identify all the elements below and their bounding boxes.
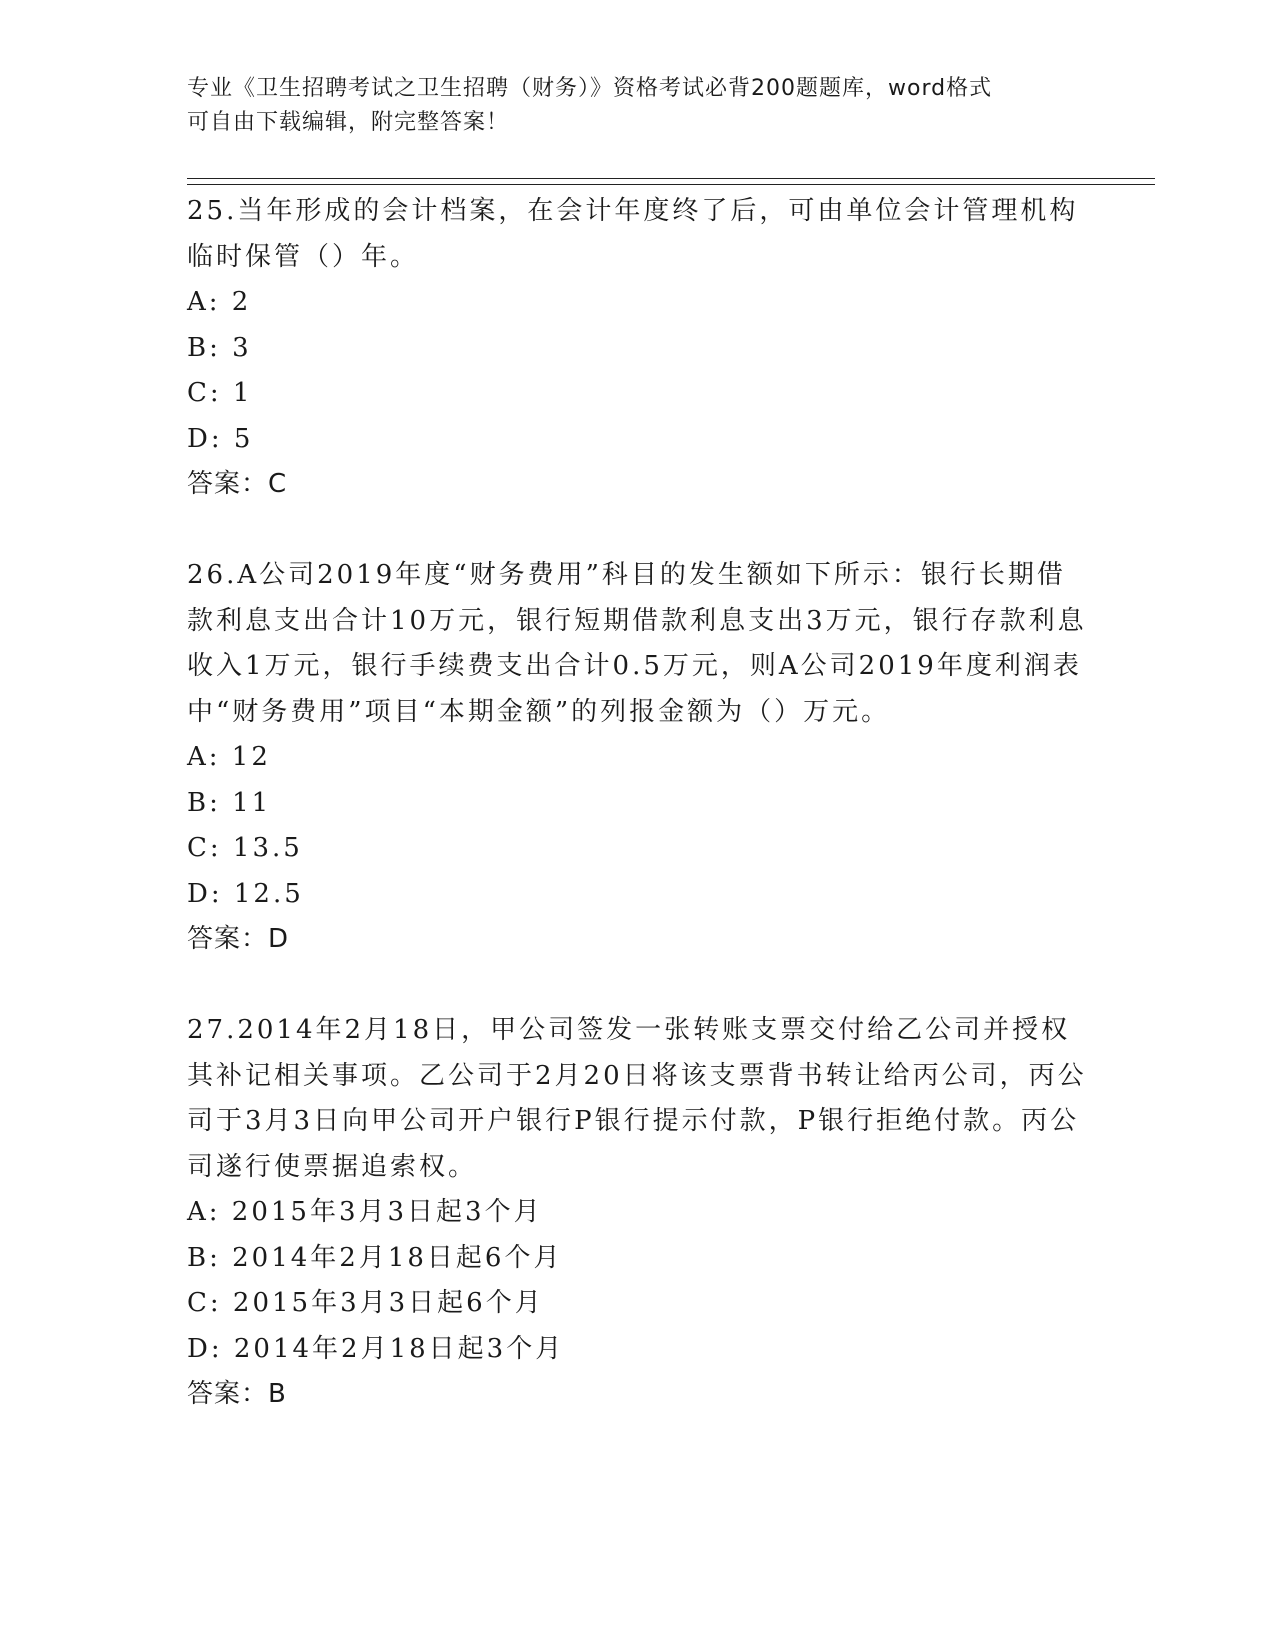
question-text: 27.2014年2月18日，甲公司签发一张转账支票交付给乙公司并授权其补记相关事项。乙公司于2月20日将该支票背书转让给丙公司，丙公司于3月3日向甲公司开户银行P银行提示付款，P银行拒绝付款。丙公司遂行使票据追索权。 [187,1015,1087,1182]
option-c: C: 13.5 [187,833,303,863]
option-a: A: 2 [187,287,252,317]
header-line-1: 专业《卫生招聘考试之卫生招聘（财务）》资格考试必背200题题库，word格式 [187,76,993,101]
option-a: A: 2015年3月3日起3个月 [187,1197,543,1227]
answer-line: 答案：B [187,1379,287,1409]
option-c: C: 1 [187,378,253,408]
option-c: C: 2015年3月3日起6个月 [187,1288,544,1318]
header-divider-secondary [187,184,1155,185]
option-d: D: 2014年2月18日起3个月 [187,1333,565,1364]
header-divider [187,178,1155,179]
option-b: B: 11 [187,787,272,818]
question-26 [187,553,1087,963]
document-header [187,72,1087,140]
option-d: D: 12.5 [187,878,304,909]
question-text: 26.A公司2019年度“财务费用”科目的发生额如下所示：银行长期借款利息支出合计10万元，银行短期借款利息支出3万元，银行存款利息收入1万元，银行手续费支出合计0.5万元，则A公司2019年度利润表中“财务费用”项目“本期金额”的列报金额为（）万元。 [187,560,1087,727]
question-27 [187,1008,1087,1418]
option-b: B: 2014年2月18日起6个月 [187,1242,563,1273]
option-b: B: 3 [187,332,252,363]
header-line-2: 可自由下载编辑，附完整答案！ [187,110,510,135]
option-d: D: 5 [187,423,254,454]
question-25 [187,189,1087,508]
option-a: A: 12 [187,742,271,772]
answer-line: 答案：D [187,924,290,954]
question-text: 25.当年形成的会计档案，在会计年度终了后，可由单位会计管理机构临时保管（）年。 [187,196,1079,272]
answer-line: 答案：C [187,469,288,499]
